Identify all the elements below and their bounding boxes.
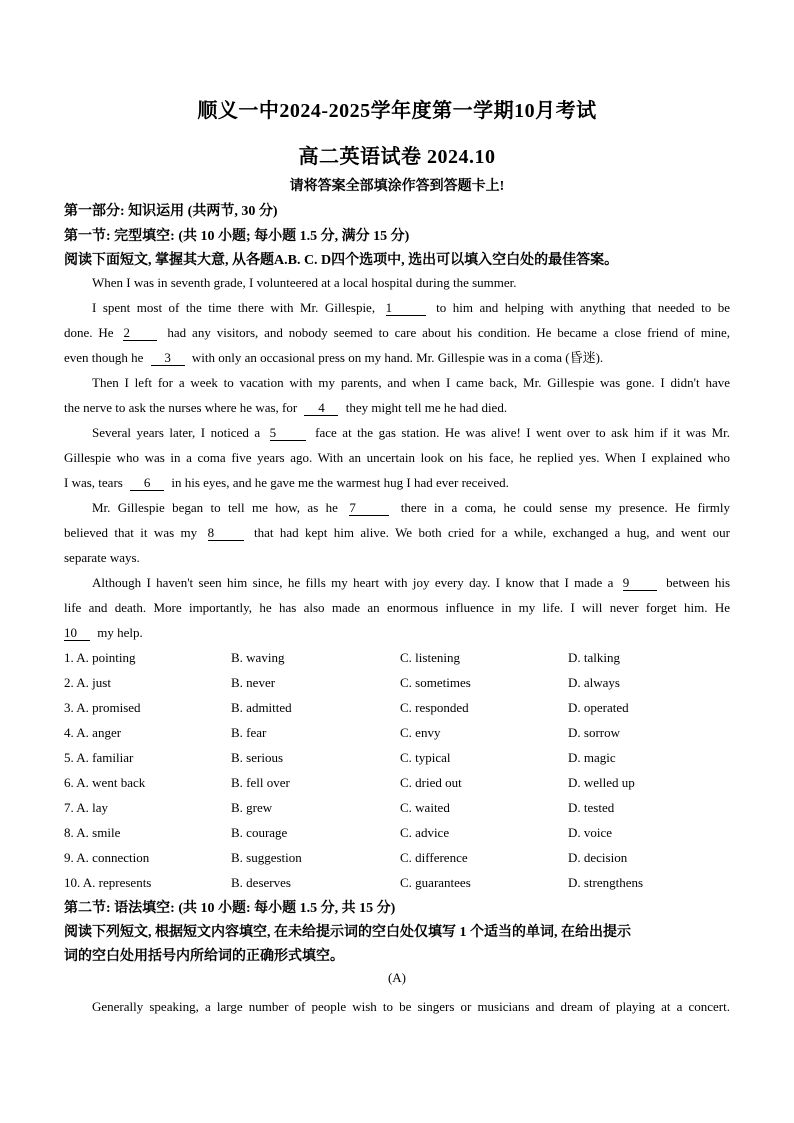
passage-line: life and death. More importantly, he has also made an enormous influence in my life. I will never forget him. He: [64, 600, 730, 615]
option-d: D. tested: [568, 800, 615, 815]
passage-line: Although I haven't seen him since, he fills my heart with joy every day. I know that I made a 9 between his: [92, 575, 730, 590]
grammar-passage: [64, 994, 730, 1019]
options-list: [64, 645, 744, 895]
option-b: B. suggestion: [231, 850, 302, 865]
option-c: C. sometimes: [400, 675, 471, 690]
option-row: [64, 795, 744, 820]
cloze-blank-1: 1: [386, 300, 426, 316]
option-d: D. magic: [568, 750, 616, 765]
section1-instruction: 阅读下面短文, 掌握其大意, 从各题A.B. C. D四个选项中, 选出可以填入空白处的最佳答案。: [64, 253, 619, 268]
cloze-blank-2: 2: [123, 325, 157, 341]
option-row: [64, 820, 744, 845]
cloze-blank-7: 7: [349, 500, 389, 516]
passage-line: Gillespie who was in a coma five years ago. With an uncertain look on his face, he replied yes. When I explained who: [64, 450, 730, 465]
option-c: C. typical: [400, 750, 451, 765]
option-c: C. responded: [400, 700, 469, 715]
option-a: 9. A. connection: [64, 850, 150, 865]
option-c: C. waited: [400, 800, 450, 815]
option-row: [64, 695, 744, 720]
cloze-blank-10: 10: [64, 625, 90, 641]
option-row: [64, 745, 744, 770]
option-a: 7. A. lay: [64, 800, 109, 815]
option-a: 10. A. represents: [64, 875, 152, 890]
passage-line: Generally speaking, a large number of people wish to be singers or musicians and dream of playing at a concert.: [92, 999, 730, 1014]
option-a: 5. A. familiar: [64, 750, 134, 765]
option-d: D. always: [568, 675, 620, 690]
option-b: B. never: [231, 675, 276, 690]
option-c: C. dried out: [400, 775, 462, 790]
option-row: [64, 845, 744, 870]
option-c: C. advice: [400, 825, 450, 840]
passage-a-mark: (A): [387, 970, 407, 985]
section2-instruction-2: 词的空白处用括号内所给词的正确形式填空。: [64, 949, 344, 964]
option-d: D. sorrow: [568, 725, 620, 740]
passage-line: I spent most of the time there with Mr. Gillespie, 1 to him and helping with anything that needed to be: [92, 300, 730, 315]
option-b: B. fear: [231, 725, 267, 740]
option-row: [64, 720, 744, 745]
option-c: C. listening: [400, 650, 460, 665]
option-d: D. welled up: [568, 775, 635, 790]
passage-line: even though he 3 with only an occasional press on my hand. Mr. Gillespie was in a coma (昏迷).: [64, 350, 604, 365]
cloze-blank-5: 5: [270, 425, 306, 441]
answer-notice: 请将答案全部填涂作答到答题卡上!: [289, 179, 505, 194]
option-d: D. strengthens: [568, 875, 644, 890]
option-b: B. serious: [231, 750, 283, 765]
passage-line: Several years later, I noticed a 5 face at the gas station. He was alive! I went over to ask him if it was Mr.: [92, 425, 730, 440]
option-a: 6. A. went back: [64, 775, 146, 790]
cloze-blank-3: 3: [151, 350, 185, 366]
option-a: 8. A. smile: [64, 825, 121, 840]
option-b: B. admitted: [231, 700, 292, 715]
passage-line: separate ways.: [64, 550, 140, 565]
option-c: C. guarantees: [400, 875, 471, 890]
option-d: D. voice: [568, 825, 613, 840]
option-d: D. talking: [568, 650, 620, 665]
option-d: D. decision: [568, 850, 628, 865]
section2-instruction-1: 阅读下列短文, 根据短文内容填空, 在未给提示词的空白处仅填写 1 个适当的单词, 在给出提示: [64, 925, 631, 940]
option-row: [64, 645, 744, 670]
cloze-blank-9: 9: [623, 575, 657, 591]
cloze-passage: [64, 270, 730, 645]
exam-title: 顺义一中2024-2025学年度第一学期10月考试: [197, 100, 597, 122]
passage-line: I was, tears 6 in his eyes, and he gave me the warmest hug I had ever received.: [64, 475, 509, 490]
option-a: 1. A. pointing: [64, 650, 136, 665]
cloze-blank-4: 4: [304, 400, 338, 416]
exam-subtitle: 高二英语试卷 2024.10: [298, 146, 496, 168]
passage-line: the nerve to ask the nurses where he was, for 4 they might tell me he had died.: [64, 400, 508, 415]
option-c: C. envy: [400, 725, 441, 740]
option-b: B. grew: [231, 800, 273, 815]
part1-heading: 第一部分: 知识运用 (共两节, 30 分): [64, 204, 278, 219]
option-row: [64, 670, 744, 695]
passage-line: Then I left for a week to vacation with my parents, and when I came back, Mr. Gillespie was gone. I didn't have: [92, 375, 730, 390]
option-d: D. operated: [568, 700, 629, 715]
option-row: [64, 870, 744, 895]
option-row: [64, 770, 744, 795]
section1-heading: 第一节: 完型填空: (共 10 小题; 每小题 1.5 分, 满分 15 分): [64, 229, 410, 244]
cloze-blank-8: 8: [208, 525, 244, 541]
option-a: 3. A. promised: [64, 700, 141, 715]
section2-heading: 第二节: 语法填空: (共 10 小题: 每小题 1.5 分, 共 15 分): [64, 901, 396, 916]
option-b: B. deserves: [231, 875, 291, 890]
cloze-blank-6: 6: [130, 475, 164, 491]
passage-line: done. He 2 had any visitors, and nobody seemed to care about his condition. He became a close friend of mine,: [64, 325, 730, 340]
option-a: 2. A. just: [64, 675, 111, 690]
option-a: 4. A. anger: [64, 725, 122, 740]
option-b: B. fell over: [231, 775, 290, 790]
option-b: B. waving: [231, 650, 285, 665]
passage-line: 10 my help.: [64, 625, 143, 640]
passage-line: When I was in seventh grade, I volunteered at a local hospital during the summer.: [92, 275, 517, 290]
passage-line: believed that it was my 8 that had kept him alive. We both cried for a while, exchanged a hug, and went our: [64, 525, 730, 540]
option-b: B. courage: [231, 825, 288, 840]
passage-line: Mr. Gillespie began to tell me how, as he 7 there in a coma, he could sense my presence. He firmly: [92, 500, 730, 515]
option-c: C. difference: [400, 850, 468, 865]
